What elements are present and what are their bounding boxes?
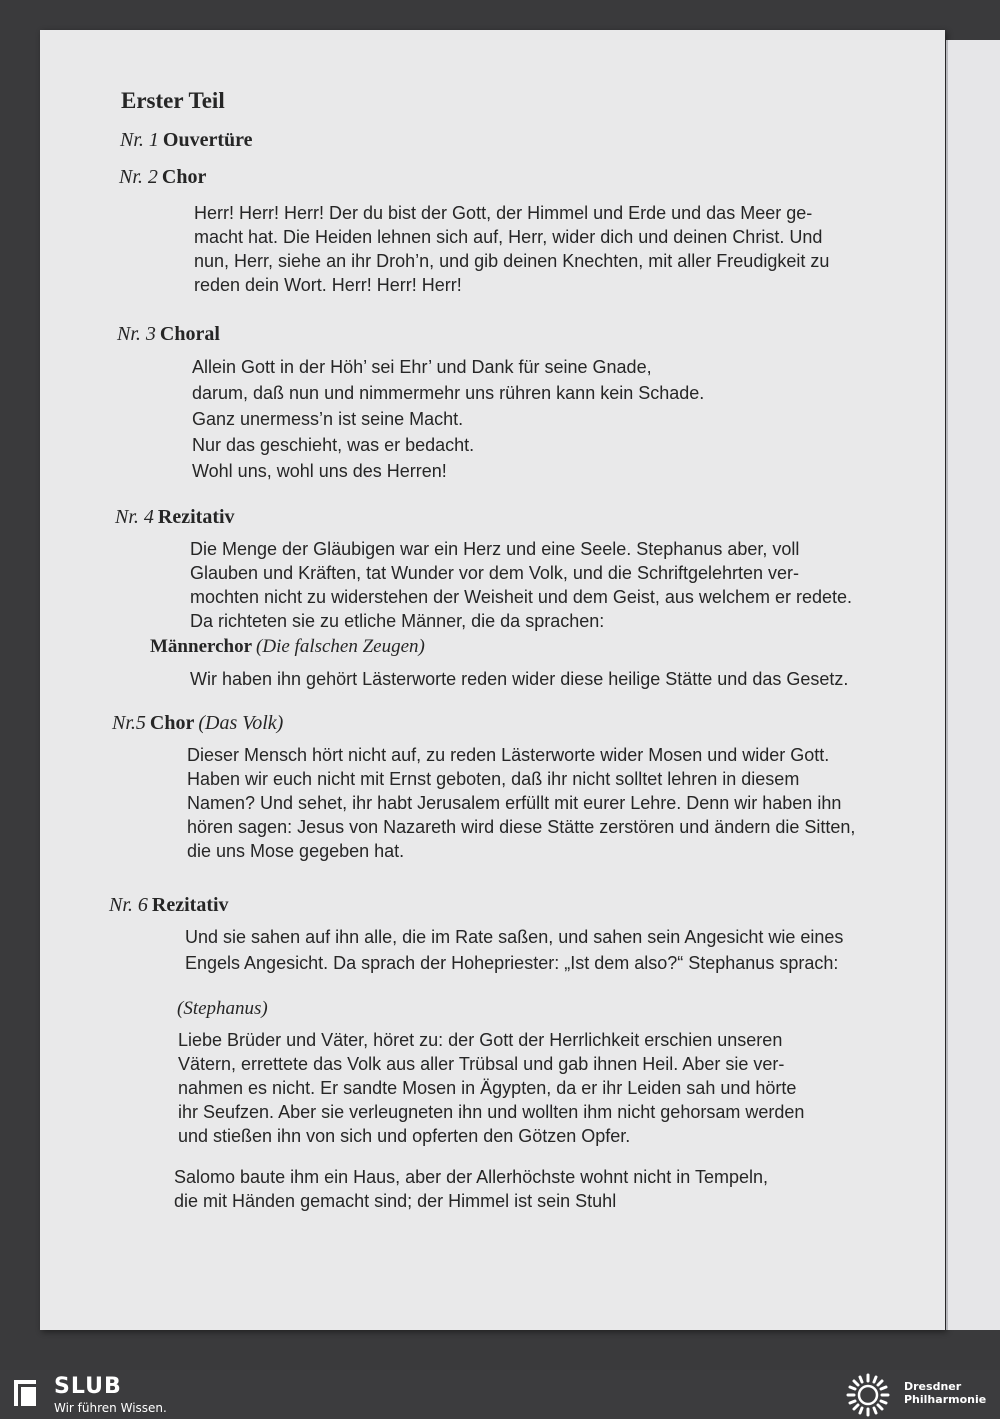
speaker-label: (Stephanus): [177, 998, 268, 1019]
text-line: macht hat. Die Heiden lehnen sich auf, Herr, wider dich und deinen Christ. Und: [194, 227, 823, 247]
partner-name: [904, 1380, 986, 1406]
subsection-title: Männerchor: [150, 636, 253, 657]
text-line: Nur das geschieht, was er bedacht.: [192, 435, 475, 455]
text-line: Wir haben ihn gehört Lästerworte reden wider diese heilige Stätte und das Gesetz.: [190, 669, 849, 689]
section-title: Ouvertüre: [162, 129, 253, 151]
section-title: Choral: [159, 323, 220, 345]
section-text-5: [187, 746, 855, 866]
text-line: Und sie sahen auf ihn alle, die im Rate saßen, und sahen sein Angesicht wie eines: [185, 927, 844, 947]
section-number: Nr.5: [112, 712, 146, 734]
section-text-3: [192, 358, 704, 488]
text-line: Haben wir euch nicht mit Ernst geboten, daß ihr nicht solltet lehren in diesem: [187, 769, 800, 789]
partner-name-line1: Dresdner: [904, 1380, 962, 1393]
section-header-6: [109, 894, 229, 917]
text-line: mochten nicht zu widerstehen der Weisheit und dem Geist, aus welchem er redete.: [190, 587, 853, 607]
section-title: Rezitativ: [151, 894, 229, 916]
slub-tagline: Wir führen Wissen.: [54, 1401, 167, 1415]
text-line: Namen? Und sehet, ihr habt Jerusalem erfüllt mit eurer Lehre. Denn wir haben ihn: [187, 793, 842, 813]
text-line: Engels Angesicht. Da sprach der Hohepriester: „Ist dem also?“ Stephanus sprach:: [185, 953, 839, 973]
section-number: Nr. 6: [109, 894, 148, 916]
dresdner-philharmonie-logo-icon: [842, 1372, 894, 1417]
section-header-4: [115, 506, 235, 529]
text-line: Wohl uns, wohl uns des Herren!: [192, 461, 447, 481]
text-line: die mit Händen gemacht sind; der Himmel ist sein Stuhl: [174, 1191, 617, 1211]
text-line: die uns Mose gegeben hat.: [187, 841, 405, 861]
section-text-6: [185, 928, 843, 980]
text-line: nun, Herr, siehe an ihr Droh’n, und gib deinen Knechten, mit aller Freudigkeit zu: [194, 251, 830, 271]
text-line: Da richteten sie zu etliche Männer, die da sprachen:: [190, 611, 605, 631]
section-note: (Das Volk): [198, 712, 284, 734]
section-header-2: [119, 166, 206, 189]
text-line: Herr! Herr! Herr! Der du bist der Gott, der Himmel und Erde und das Meer ge-: [194, 203, 813, 223]
text-line: Ganz unermess’n ist seine Macht.: [192, 409, 464, 429]
subsection-note: (Die falschen Zeugen): [256, 636, 425, 657]
text-line: nahmen es nicht. Er sandte Mosen in Ägypten, da er ihr Leiden sah und hörte: [178, 1078, 797, 1098]
text-line: Die Menge der Gläubigen war ein Herz und eine Seele. Stephanus aber, voll: [190, 539, 800, 559]
adjacent-page-edge: [946, 40, 1000, 1330]
section-header-5: [112, 712, 283, 735]
section-number: Nr. 2: [119, 166, 158, 188]
section-number: Nr. 1: [120, 129, 159, 151]
text-line: hören sagen: Jesus von Nazareth wird diese Stätte zerstören und ändern die Sitten,: [187, 817, 856, 837]
text-line: Allein Gott in der Höh’ sei Ehr’ und Dank für seine Gnade,: [192, 357, 652, 377]
section-header-1: [120, 129, 253, 152]
partner-name-line2: Philharmonie: [904, 1393, 987, 1406]
subsection-header: [150, 636, 425, 658]
section-title: Rezitativ: [157, 506, 235, 528]
slub-brand: SLUB: [54, 1374, 122, 1399]
text-line: reden dein Wort. Herr! Herr! Herr!: [194, 275, 462, 295]
section-number: Nr. 4: [115, 506, 154, 528]
speech-text-continued: [174, 1168, 768, 1216]
section-header-3: [117, 323, 220, 346]
text-line: Dieser Mensch hört nicht auf, zu reden Lästerworte wider Mosen und wider Gott.: [187, 745, 830, 765]
section-text-2: [194, 204, 829, 300]
text-line: ihr Seufzen. Aber sie verleugneten ihn und wollten ihm nicht gehorsam werden: [178, 1102, 805, 1122]
subsection-text: [190, 670, 848, 694]
text-line: und stießen ihn von sich und opferten den Götzen Opfer.: [178, 1126, 631, 1146]
text-line: Salomo baute ihm ein Haus, aber der Allerhöchste wohnt nicht in Tempeln,: [174, 1167, 769, 1187]
part-heading: Erster Teil: [121, 88, 225, 113]
section-text-4: [190, 540, 852, 636]
text-line: Vätern, errettete das Volk aus aller Trübsal und gab ihnen Heil. Aber sie ver-: [178, 1054, 785, 1074]
text-line: Liebe Brüder und Väter, höret zu: der Gott der Herrlichkeit erschien unseren: [178, 1030, 783, 1050]
speech-text: [178, 1031, 804, 1151]
text-line: Glauben und Kräften, tat Wunder vor dem Volk, und die Schriftgelehrten ver-: [190, 563, 800, 583]
text-line: darum, daß nun und nimmermehr uns rühren kann kein Schade.: [192, 383, 705, 403]
slub-logo-icon: [12, 1376, 44, 1408]
section-title: Chor: [149, 712, 195, 734]
section-title: Chor: [161, 166, 207, 188]
footer-bar: [0, 1370, 1000, 1419]
section-number: Nr. 3: [117, 323, 156, 345]
